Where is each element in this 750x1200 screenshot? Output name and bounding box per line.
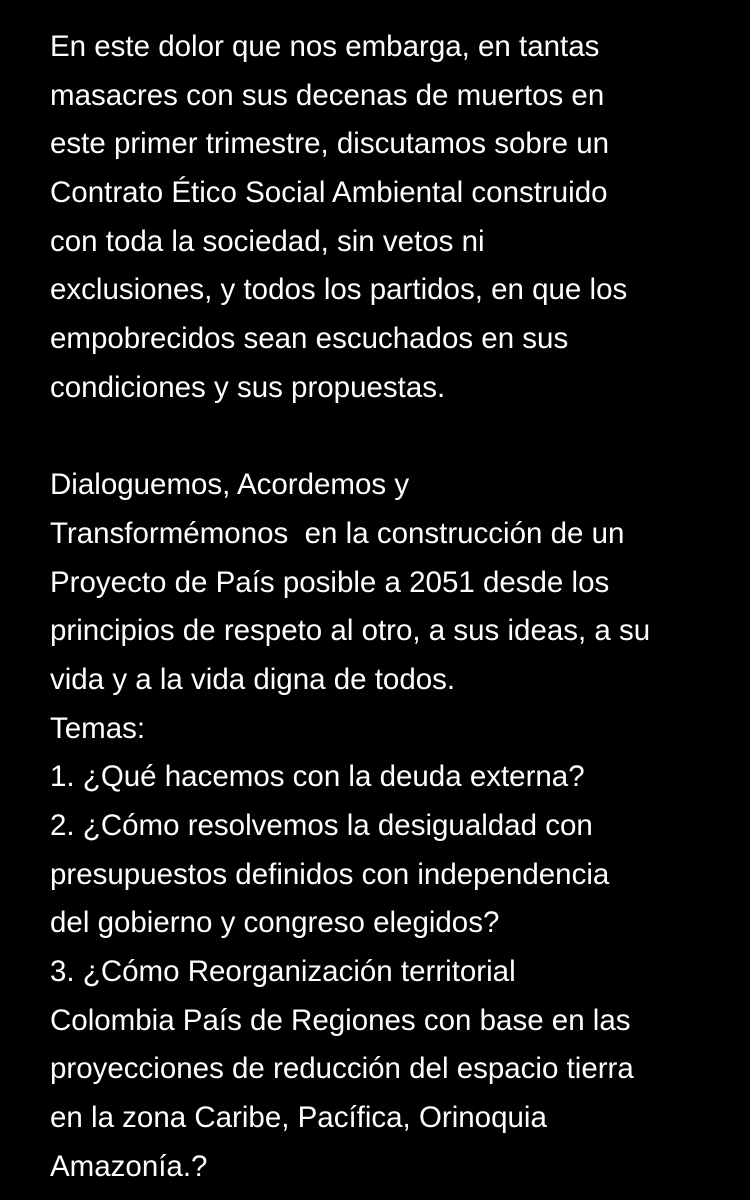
text-line: Dialoguemos, Acordemos y xyxy=(50,468,410,502)
topic-item-3-cont: proyecciones de reducción del espacio tierra xyxy=(50,1052,634,1086)
text-line: exclusiones, y todos los partidos, en que los xyxy=(50,273,628,307)
topic-item-3: 3. ¿Cómo Reorganización territorial xyxy=(50,955,516,989)
topic-item-2-cont: presupuestos definidos con independencia xyxy=(50,857,610,891)
topics-heading: Temas: xyxy=(50,711,146,745)
text-line: principios de respeto al otro, a sus ideas, a su xyxy=(50,614,651,648)
topic-item-3-cont: Amazonía.? xyxy=(50,1149,208,1183)
text-line: empobrecidos sean escuchados en sus xyxy=(50,322,569,356)
text-line: En este dolor que nos embarga, en tantas xyxy=(50,30,600,63)
text-line: masacres con sus decenas de muertos en xyxy=(50,78,605,112)
text-line: vida y a la vida digna de todos. xyxy=(50,662,456,696)
text-line: Proyecto de País posible a 2051 desde los xyxy=(50,565,610,599)
topic-item-3-cont: en la zona Caribe, Pacífica, Orinoquia xyxy=(50,1101,547,1135)
document-text xyxy=(50,23,730,1192)
topic-item-1: 1. ¿Qué hacemos con la deuda externa? xyxy=(50,760,585,794)
text-line: condiciones y sus propuestas. xyxy=(50,370,446,404)
paragraph-spacer xyxy=(50,413,730,462)
text-line: este primer trimestre, discutamos sobre un xyxy=(50,127,610,161)
text-line: Transformémonos en la construcción de un xyxy=(50,516,625,550)
topics-list xyxy=(50,705,730,1192)
topic-item-2: 2. ¿Cómo resolvemos la desigualdad con xyxy=(50,809,593,842)
paragraph-dialoguemos xyxy=(50,461,730,704)
topic-item-2-cont: del gobierno y congreso elegidos? xyxy=(50,906,500,940)
topic-item-3-cont: Colombia País de Regiones con base en las xyxy=(50,1003,631,1037)
paragraph-contrato-etico xyxy=(50,23,730,413)
text-line: con toda la sociedad, sin vetos ni xyxy=(50,224,485,258)
text-line: Contrato Ético Social Ambiental construido xyxy=(50,176,608,210)
